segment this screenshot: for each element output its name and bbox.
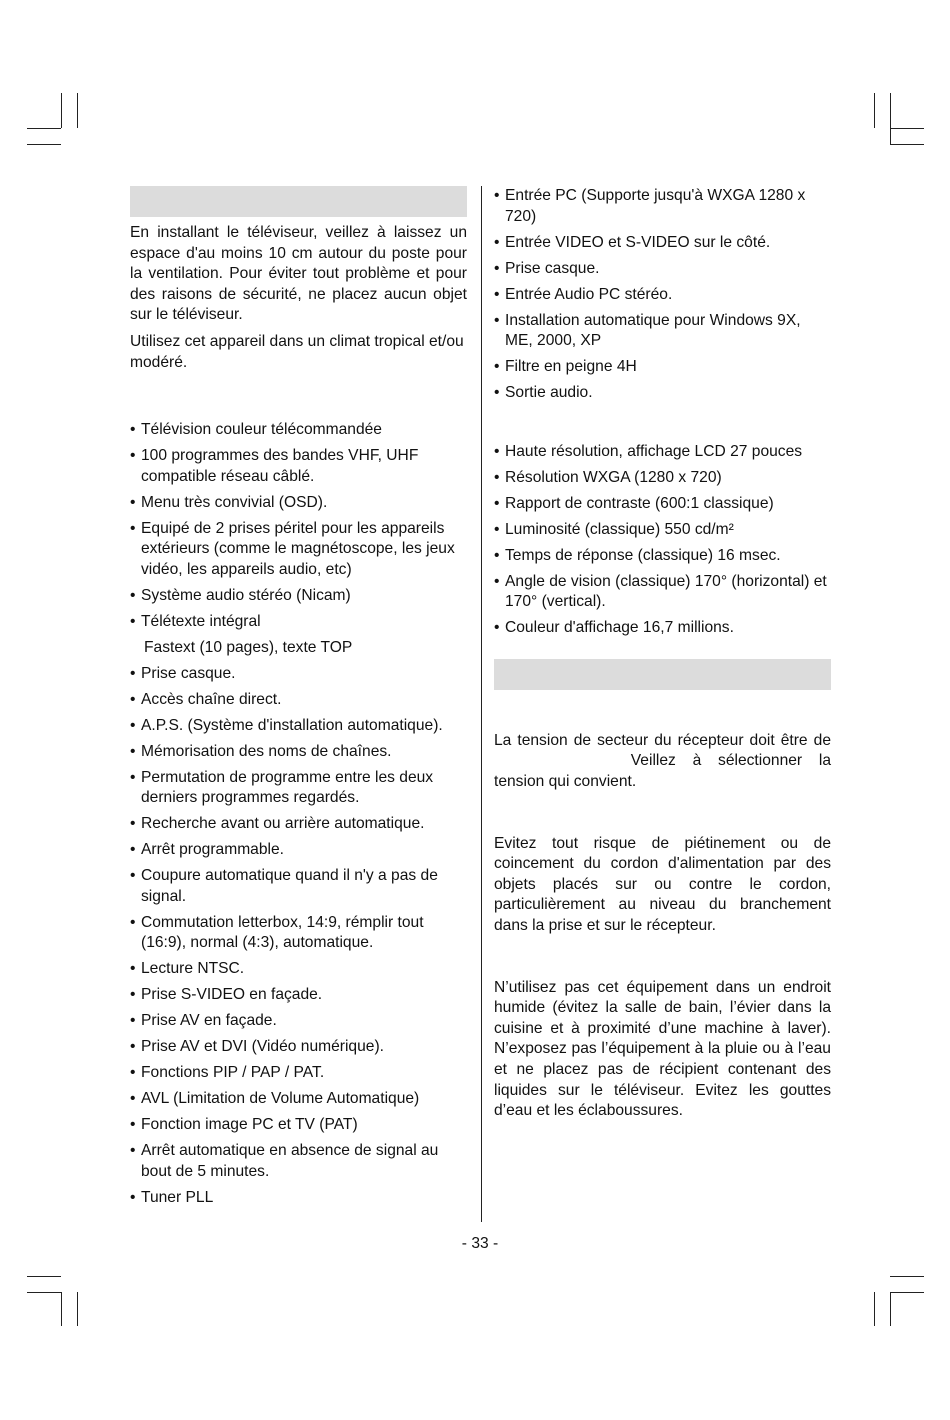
list-item: • Entrée PC (Supporte jusqu'à WXGA 1280 x 720) [494, 186, 831, 227]
crop-mark [27, 144, 61, 145]
list-item: • Arrêt programmable. [130, 840, 467, 861]
list-item: • Fonctions PIP / PAP / PAT. [130, 1063, 467, 1084]
install-paragraph: En installant le téléviseur, veillez à laissez un espace d'au moins 10 cm autour du poste pour la ventilation. Pour éviter tout problème et pour des raisons de sécurité, ne placez aucun objet sur le téléviseur. [130, 224, 467, 324]
power-text-after: Veillez à sélectionner la tension qui convient. [494, 752, 831, 790]
list-item: • Prise AV et DVI (Vidéo numérique). [130, 1037, 467, 1058]
list-item: • Tuner PLL [130, 1188, 467, 1209]
climate-paragraph: Utilisez cet appareil dans un climat tropical et/ou modéré. [130, 332, 464, 371]
crop-mark [61, 93, 62, 128]
list-item: • Prise casque. [130, 664, 467, 685]
list-item: • Résolution WXGA (1280 x 720) [494, 468, 831, 489]
left-column [130, 186, 467, 1214]
list-item: • Permutation de programme entre les deux derniers programmes regardés. [130, 768, 467, 809]
right-column [494, 186, 831, 1122]
list-item: • Lecture NTSC. [130, 959, 467, 980]
panel-specs-list [494, 442, 831, 639]
list-item: • Mémorisation des noms de chaînes. [130, 742, 467, 763]
crop-mark [27, 1292, 61, 1293]
features-list [130, 420, 467, 1208]
list-item: • Entrée Audio PC stéréo. [494, 285, 831, 306]
list-item: • Système audio stéréo (Nicam) [130, 586, 467, 607]
crop-mark [61, 1292, 62, 1326]
list-item: • Coupure automatique quand il n'y a pas de signal. [130, 866, 467, 907]
list-item: • Prise casque. [494, 259, 831, 280]
features-list-continued [494, 186, 831, 404]
section-heading-bar [130, 186, 467, 217]
list-item: • Temps de réponse (classique) 16 msec. [494, 546, 831, 567]
list-item: • Télétexte intégral [130, 612, 467, 633]
list-item: • 100 programmes des bandes VHF, UHF compatible réseau câblé. [130, 446, 467, 487]
list-item: • Angle de vision (classique) 170° (horizontal) et 170° (vertical). [494, 572, 831, 613]
power-text-before: La tension de secteur du récepteur doit être de [494, 731, 831, 749]
crop-mark [890, 144, 924, 145]
list-item: • Installation automatique pour Windows 9X, ME, 2000, XP [494, 311, 831, 352]
list-item: • Sortie audio. [494, 383, 831, 404]
crop-mark [890, 1292, 891, 1326]
list-item: • Prise AV en façade. [130, 1011, 467, 1032]
crop-mark [874, 1292, 875, 1326]
column-divider [481, 186, 482, 1222]
list-item: • Filtre en peigne 4H [494, 357, 831, 378]
list-item: • Entrée VIDEO et S-VIDEO sur le côté. [494, 233, 831, 254]
crop-mark [874, 93, 875, 128]
page-number: - 33 - [461, 1235, 499, 1252]
crop-mark [890, 1276, 924, 1277]
crop-mark [890, 128, 924, 129]
list-item: • Fonction image PC et TV (PAT) [130, 1115, 467, 1136]
power-paragraph [494, 731, 831, 793]
list-item: • Haute résolution, affichage LCD 27 pouces [494, 442, 831, 463]
crop-mark [27, 1276, 61, 1277]
cord-paragraph: Evitez tout risque de piétinement ou de coincement du cordon d'alimentation par des objets placés sur ou contre le cordon, particulièrement au niveau du branchement dans la prise et sur le récepteur. [494, 834, 831, 934]
list-item: • Télévision couleur télécommandée [130, 420, 467, 441]
list-item: Fastext (10 pages), texte TOP [144, 638, 353, 656]
list-item: • A.P.S. (Système d'installation automatique). [130, 716, 467, 737]
crop-mark [890, 1292, 924, 1293]
crop-mark [27, 128, 61, 129]
list-item: • Luminosité (classique) 550 cd/m² [494, 520, 831, 541]
list-item: • Arrêt automatique en absence de signal au bout de 5 minutes. [130, 1141, 467, 1182]
list-item: • Commutation letterbox, 14:9, rémplir tout (16:9), normal (4:3), automatique. [130, 913, 467, 954]
crop-mark [77, 1292, 78, 1326]
list-item: • Menu très convivial (OSD). [130, 493, 467, 514]
crop-mark [77, 93, 78, 128]
list-item: • Equipé de 2 prises péritel pour les appareils extérieurs (comme le magnétoscope, les jeux vidéo, les appareils audio, etc) [130, 519, 467, 581]
list-item: • Prise S-VIDEO en façade. [130, 985, 467, 1006]
section-heading-bar [494, 659, 831, 690]
list-item: • Rapport de contraste (600:1 classique) [494, 494, 831, 515]
list-item: • AVL (Limitation de Volume Automatique) [130, 1089, 467, 1110]
list-item: • Recherche avant ou arrière automatique. [130, 814, 467, 835]
list-item: • Couleur d'affichage 16,7 millions. [494, 618, 831, 639]
crop-mark [890, 93, 891, 144]
list-item: • Accès chaîne direct. [130, 690, 467, 711]
moisture-paragraph: N’utilisez pas cet équipement dans un endroit humide (évitez la salle de bain, l’évier dans la cuisine et à proximité d’une machine à laver). N’exposez pas l’équipement à la pluie ou à l’eau et ne placez pas de récipient contenant des liquides sur le téléviseur. Evitez les gouttes d’eau et les éclaboussures. [494, 978, 831, 1120]
